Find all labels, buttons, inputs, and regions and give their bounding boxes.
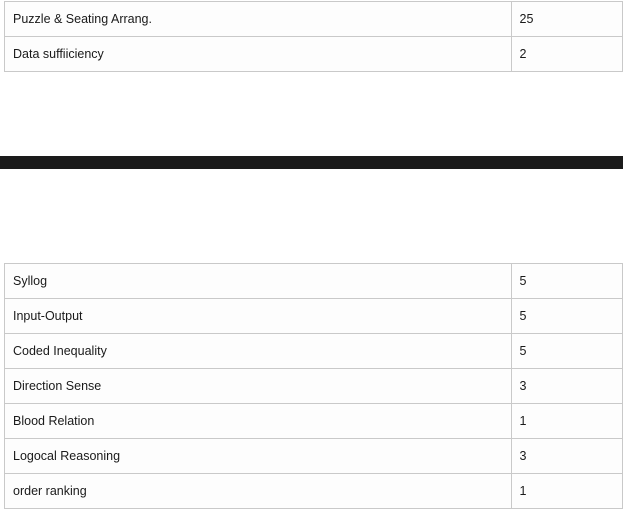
table-row	[5, 369, 623, 404]
count-cell: 5	[511, 334, 622, 369]
topic-cell: Logocal Reasoning	[5, 439, 512, 474]
table-upper-body	[5, 2, 623, 72]
table-row	[5, 37, 623, 72]
topic-cell: Syllog	[5, 264, 512, 299]
count-cell: 5	[511, 299, 622, 334]
table-row	[5, 2, 623, 37]
topic-cell: Coded Inequality	[5, 334, 512, 369]
section-divider	[0, 156, 623, 169]
count-cell: 5	[511, 264, 622, 299]
table-row	[5, 264, 623, 299]
topics-table-upper	[4, 1, 623, 72]
count-cell: 1	[511, 474, 622, 509]
topic-cell: Direction Sense	[5, 369, 512, 404]
table-row	[5, 474, 623, 509]
table-row	[5, 299, 623, 334]
topic-cell: Data suffiiciency	[5, 37, 512, 72]
topic-cell: Blood Relation	[5, 404, 512, 439]
table-lower-body	[5, 264, 623, 509]
topic-cell: order ranking	[5, 474, 512, 509]
topic-cell: Input-Output	[5, 299, 512, 334]
table-row	[5, 404, 623, 439]
count-cell: 3	[511, 369, 622, 404]
table-row	[5, 334, 623, 369]
topic-cell: Puzzle & Seating Arrang.	[5, 2, 512, 37]
topics-table-lower	[4, 263, 623, 509]
count-cell: 3	[511, 439, 622, 474]
count-cell: 25	[511, 2, 622, 37]
count-cell: 2	[511, 37, 622, 72]
count-cell: 1	[511, 404, 622, 439]
table-row	[5, 439, 623, 474]
